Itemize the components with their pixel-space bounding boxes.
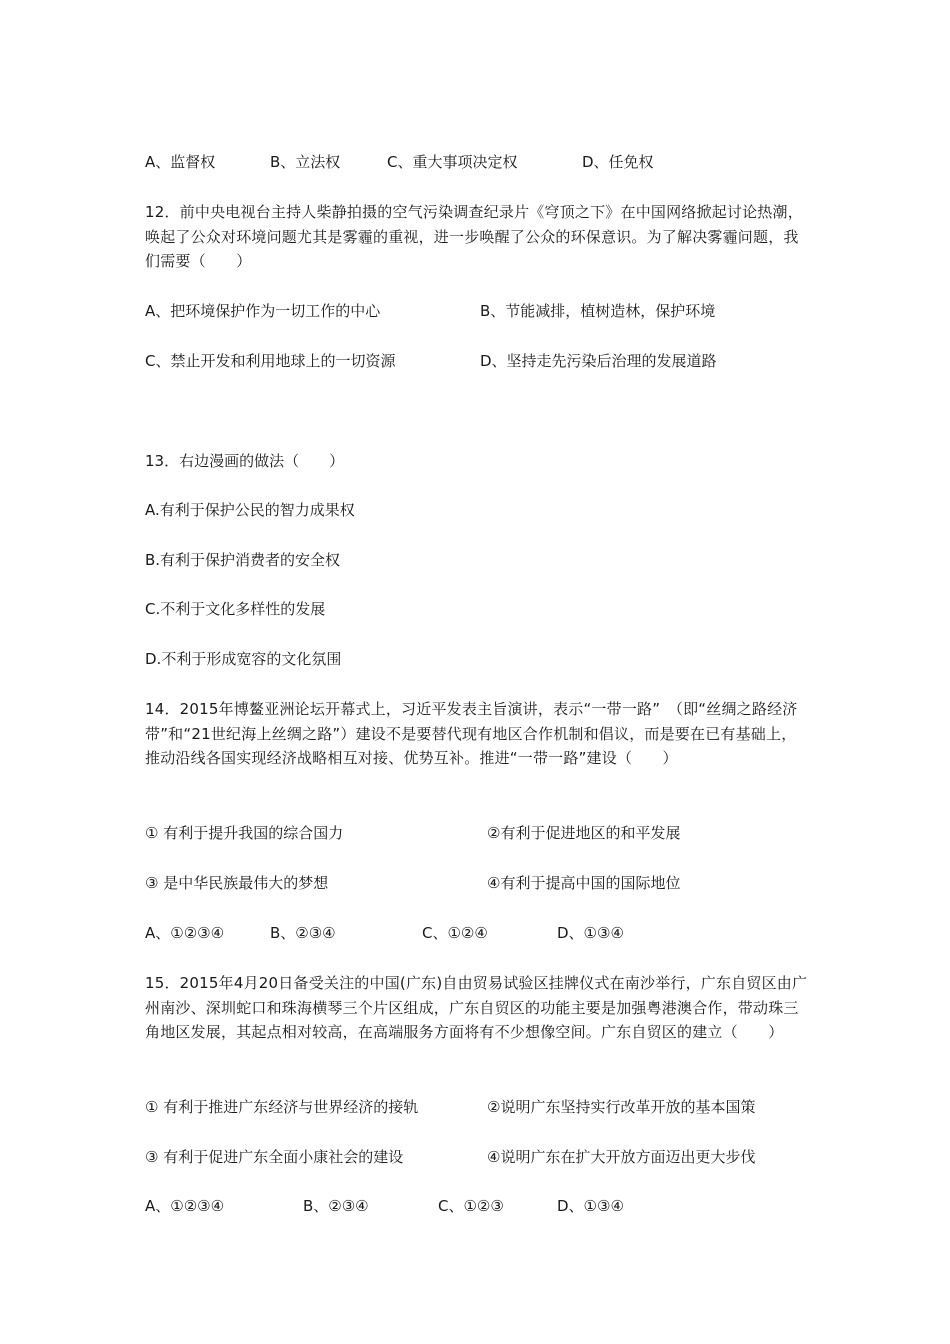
q12-option-d: D、坚持走先污染后治理的发展道路 (480, 352, 717, 370)
q15-option-b: B、②③④ (303, 1197, 369, 1215)
q11-option-b: B、立法权 (270, 153, 341, 171)
q15-statement-3: ③ 有利于促进广东全面小康社会的建设 (145, 1148, 404, 1166)
q14-statement-4: ④有利于提高中国的国际地位 (487, 874, 681, 892)
q12-stem: 12．前中央电视台主持人柴静拍摄的空气污染调查纪录片《穹顶之下》在中国网络掀起讨论热潮，唤起了公众对环境问题尤其是雾霾的重视，进一步唤醒了公众的环保意识。为了解决雾霾问题，我们需要（ ） (145, 203, 803, 270)
q11-option-d: D、任免权 (582, 153, 654, 171)
q15-statement-4: ④说明广东在扩大开放方面迈出更大步伐 (487, 1148, 756, 1166)
q12-option-b: B、节能减排，植树造林，保护环境 (480, 302, 716, 320)
q15-stem: 15．2015年4月20日备受关注的中国(广东)自由贸易试验区挂牌仪式在南沙举行，广东自贸区由广州南沙、深圳蛇口和珠海横琴三个片区组成，广东自贸区的功能主要是加强粤港澳合作，带动珠三角地区发展，其起点相对较高，在高端服务方面将有不少想像空间。广东自贸区的建立（ ） (145, 974, 808, 1041)
q12-option-c: C、禁止开发和利用地球上的一切资源 (145, 352, 396, 370)
q14-statement-2: ②有利于促进地区的和平发展 (487, 824, 681, 842)
q13-option-d: D.不利于形成宽容的文化氛围 (145, 650, 342, 668)
q14-statement-1: ① 有利于提升我国的综合国力 (145, 824, 344, 842)
q14-option-c: C、①②④ (422, 924, 488, 942)
q13-option-b: B.有利于保护消费者的安全权 (145, 551, 341, 569)
q13-stem: 13．右边漫画的做法（ ） (145, 452, 345, 470)
q13-option-c: C.不利于文化多样性的发展 (145, 600, 326, 618)
q11-option-c: C、重大事项决定权 (387, 153, 518, 171)
q11-option-a: A、监督权 (145, 153, 216, 171)
q15-option-a: A、①②③④ (145, 1197, 225, 1215)
q12-option-a: A、把环境保护作为一切工作的中心 (145, 302, 381, 320)
q15-option-c: C、①②③ (438, 1197, 504, 1215)
q14-option-b: B、②③④ (270, 924, 336, 942)
q15-option-d: D、①③④ (557, 1197, 624, 1215)
q14-stem: 14．2015年博鳌亚洲论坛开幕式上，习近平发表主旨演讲，表示“一带一路” （即“丝绸之路经济带”和“21世纪海上丝绸之路”）建设不是要替代现有地区合作机制和倡议，而是要在已有基础上，推动沿线各国实现经济战略相互对接、优势互补。推进“一带一路”建设（ ） (145, 700, 798, 767)
q14-option-d: D、①③④ (557, 924, 624, 942)
q15-statement-2: ②说明广东坚持实行改革开放的基本国策 (487, 1098, 756, 1116)
q14-option-a: A、①②③④ (145, 924, 225, 942)
q15-statement-1: ① 有利于推进广东经济与世界经济的接轨 (145, 1098, 419, 1116)
q14-statement-3: ③ 是中华民族最伟大的梦想 (145, 874, 329, 892)
q13-option-a: A.有利于保护公民的智力成果权 (145, 501, 355, 519)
